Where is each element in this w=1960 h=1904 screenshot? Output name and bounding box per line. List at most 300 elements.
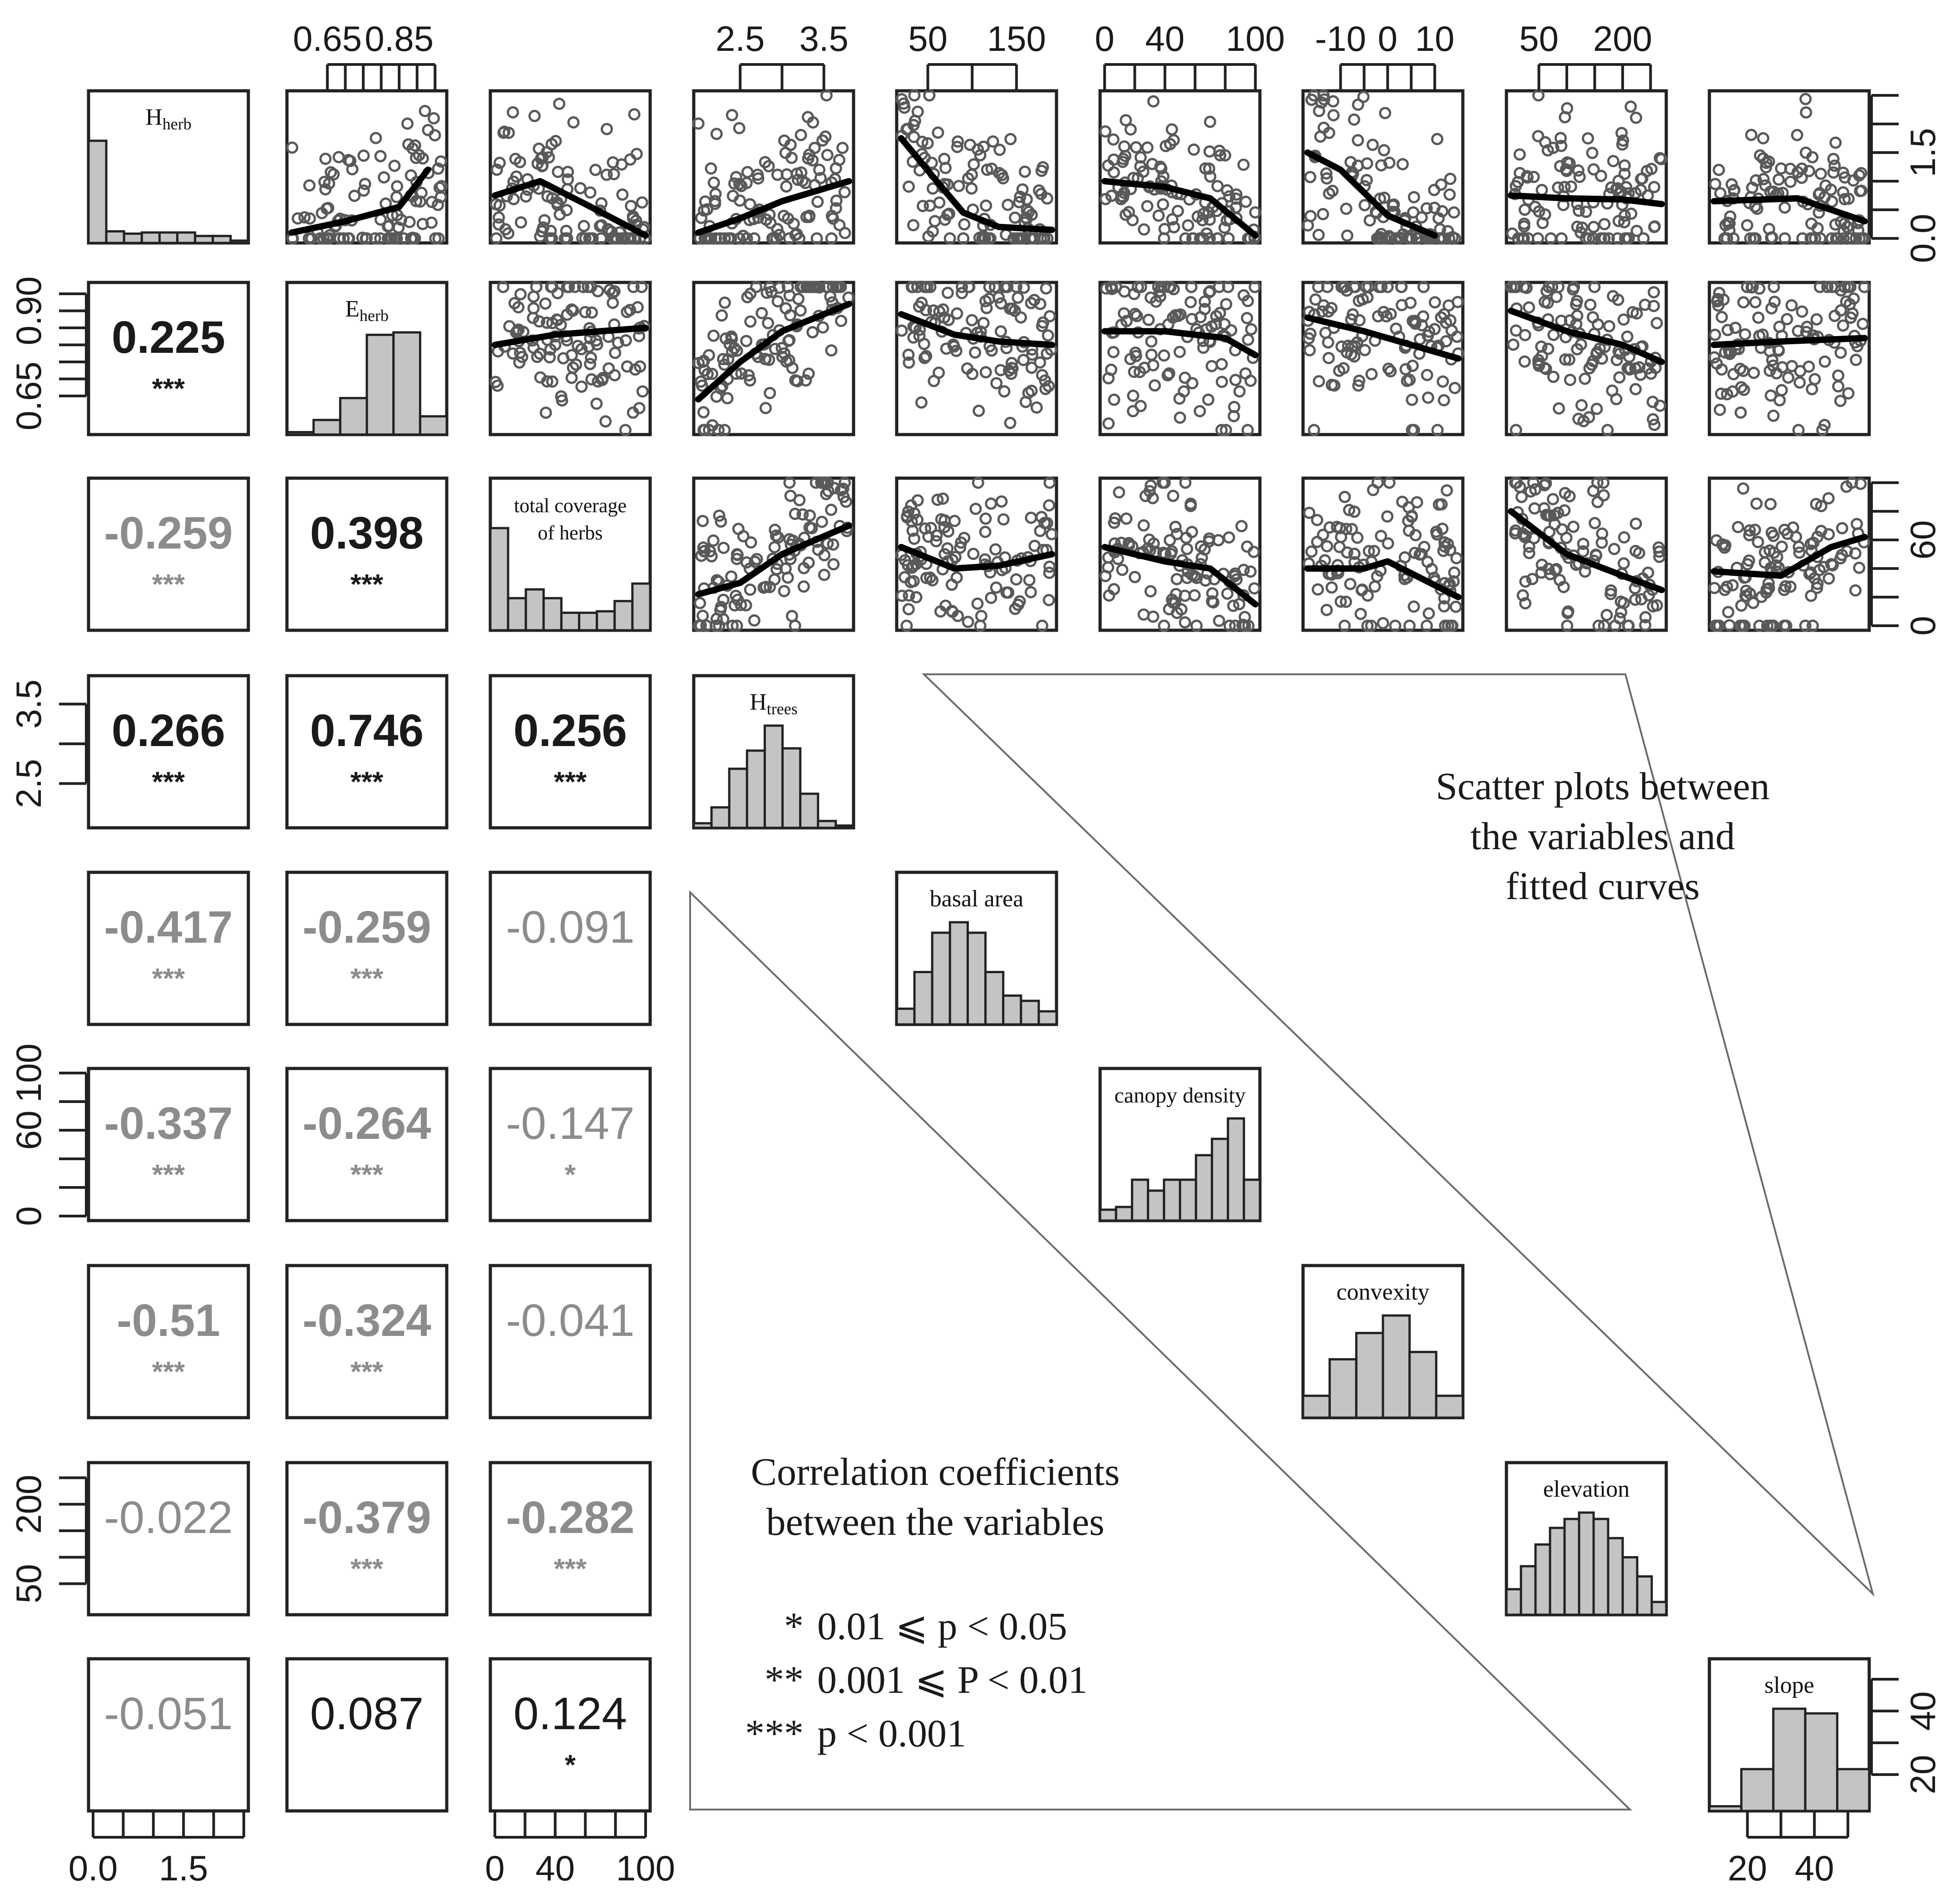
data-point <box>1246 324 1256 334</box>
histogram-bar <box>1608 1538 1623 1615</box>
data-point <box>1013 293 1023 303</box>
data-point <box>974 406 984 416</box>
histogram-bar <box>632 584 650 630</box>
data-point <box>1128 391 1138 401</box>
corr-panel-r7-c1 <box>287 1463 447 1615</box>
data-point <box>1801 94 1811 104</box>
data-point <box>1608 156 1618 166</box>
data-point <box>1753 537 1763 547</box>
significance-stars: *** <box>152 373 185 405</box>
data-point <box>1167 124 1177 134</box>
data-point <box>1237 521 1247 531</box>
data-point <box>423 125 433 135</box>
histogram-bar <box>1003 996 1021 1024</box>
data-point <box>981 514 991 524</box>
correlation-value: 0.266 <box>111 705 226 756</box>
data-point <box>1619 315 1629 325</box>
data-point <box>1241 197 1251 207</box>
data-point <box>326 167 336 177</box>
data-point <box>1187 378 1197 388</box>
significance-stars: *** <box>553 1553 587 1585</box>
tick-label: 40 <box>1145 19 1185 59</box>
histogram-bar <box>1164 1180 1180 1221</box>
data-point <box>1619 559 1629 569</box>
data-point <box>1445 189 1455 199</box>
data-point <box>1795 377 1805 387</box>
correlation-value: 0.225 <box>111 312 226 363</box>
data-point <box>1767 528 1777 538</box>
data-point <box>420 106 430 116</box>
data-point <box>1607 386 1617 396</box>
axis-top-elevation <box>1519 19 1652 91</box>
histogram-bar <box>1303 1396 1330 1418</box>
data-point <box>1030 541 1040 551</box>
data-point <box>1305 345 1315 355</box>
histogram-bar <box>1244 1180 1260 1221</box>
data-point <box>1249 584 1259 593</box>
upper-annotation-line: Scatter plots between <box>1436 764 1770 808</box>
histogram-bar <box>231 241 248 243</box>
histogram-bar <box>106 231 124 243</box>
correlation-value: -0.417 <box>104 902 233 953</box>
data-point <box>1312 515 1322 525</box>
data-point <box>1723 607 1733 617</box>
tick-label: 50 <box>1519 19 1559 59</box>
tick-label: 0 <box>1095 19 1115 59</box>
data-point <box>1576 400 1586 410</box>
data-point <box>402 119 412 129</box>
scatter-panel-r2-c3 <box>694 478 854 631</box>
data-point <box>1795 366 1805 376</box>
histogram-bar <box>508 598 526 630</box>
data-point <box>1020 167 1030 177</box>
data-point <box>1580 374 1590 384</box>
data-point <box>528 292 538 302</box>
data-point <box>1508 340 1518 350</box>
data-point <box>1249 547 1259 557</box>
data-point <box>1159 351 1169 361</box>
data-point <box>1774 174 1784 184</box>
scatter-panel-r1-c5 <box>1100 282 1260 435</box>
data-point <box>930 216 940 226</box>
data-point <box>1599 490 1609 500</box>
axis-bottom-h_herb <box>69 1811 244 1888</box>
data-point <box>1334 542 1344 552</box>
data-point <box>943 288 953 298</box>
data-point <box>1735 364 1745 374</box>
tick-label: 60 <box>1903 520 1943 560</box>
data-point <box>1777 542 1787 552</box>
data-point <box>781 182 791 192</box>
data-point <box>371 133 381 143</box>
data-point <box>1175 413 1185 423</box>
diag-panel-convexity <box>1303 1266 1463 1418</box>
histogram-bar <box>1521 1566 1535 1615</box>
histogram-bar <box>597 611 615 630</box>
data-point <box>981 201 991 211</box>
histogram-bar <box>1356 1333 1383 1418</box>
data-point <box>1368 140 1377 150</box>
significance-stars: *** <box>350 1356 384 1388</box>
data-point <box>1816 169 1826 179</box>
histogram-bar <box>1773 1709 1805 1811</box>
data-point <box>610 348 620 358</box>
scatter-panel-r2-c4 <box>896 478 1057 631</box>
data-point <box>1717 312 1727 322</box>
data-point <box>741 336 751 346</box>
histogram-bar <box>1535 1544 1550 1615</box>
scatter-panel-r0-c2 <box>490 91 650 243</box>
histogram-bar <box>968 933 985 1024</box>
data-point <box>1026 587 1036 597</box>
scatter-panel-r0-c1 <box>287 91 447 243</box>
data-point <box>1738 297 1748 307</box>
data-point <box>637 386 647 396</box>
data-point <box>1136 401 1145 411</box>
data-point <box>577 382 587 392</box>
histogram-bar <box>1148 1191 1164 1221</box>
correlation-value: 0.398 <box>310 508 424 559</box>
data-point <box>1018 355 1028 365</box>
data-point <box>1322 541 1332 551</box>
data-point <box>717 311 727 321</box>
data-point <box>711 391 721 401</box>
data-point <box>1245 567 1255 577</box>
data-point <box>1117 565 1127 575</box>
data-point <box>965 140 975 150</box>
data-point <box>1027 363 1037 373</box>
data-point <box>770 542 780 552</box>
correlation-value: -0.282 <box>506 1492 635 1543</box>
data-point <box>1592 404 1602 414</box>
data-point <box>1222 589 1232 598</box>
data-point <box>554 99 564 109</box>
histogram-bar <box>1623 1557 1637 1615</box>
data-point <box>1142 201 1152 211</box>
legend-stars: ** <box>765 1658 804 1701</box>
significance-stars: *** <box>350 1553 384 1585</box>
panel-frame <box>1303 91 1463 243</box>
histogram-bar <box>783 748 800 828</box>
data-point <box>1807 384 1817 394</box>
legend-description: 0.01 ⩽ p < 0.05 <box>817 1604 1067 1648</box>
data-point <box>745 585 755 595</box>
data-point <box>1797 307 1807 317</box>
histogram-bar <box>1709 1806 1741 1811</box>
data-point <box>1322 605 1332 615</box>
data-point <box>698 407 708 417</box>
data-point <box>629 109 639 119</box>
data-point <box>1554 403 1564 413</box>
data-point <box>1362 175 1372 185</box>
variable-label-line2: of herbs <box>538 522 603 544</box>
corr-panel-r1-c0 <box>89 282 248 435</box>
data-point <box>1145 586 1155 596</box>
data-point <box>967 183 977 193</box>
data-point <box>805 510 815 520</box>
data-point <box>1753 313 1763 323</box>
significance-stars: *** <box>350 1159 384 1191</box>
data-point <box>1750 297 1760 307</box>
variable-label-h_herb: Hherb <box>145 104 192 133</box>
legend-description: 0.001 ⩽ P < 0.01 <box>817 1658 1088 1701</box>
correlation-value: 0.124 <box>513 1688 627 1739</box>
data-point <box>796 130 806 140</box>
variable-label-total_cov: total coverage <box>514 495 627 517</box>
histogram-bar <box>615 601 632 630</box>
data-point <box>1146 336 1156 346</box>
data-point <box>722 393 732 403</box>
data-point <box>1131 142 1141 152</box>
data-point <box>359 151 369 161</box>
tick-label: 3.5 <box>9 679 49 729</box>
data-point <box>991 583 1001 593</box>
correlation-value: -0.264 <box>302 1098 431 1149</box>
data-point <box>1011 574 1021 584</box>
tick-label: 3.5 <box>799 19 849 59</box>
data-point <box>430 130 440 140</box>
data-point <box>1831 138 1841 148</box>
histogram-bar <box>1100 1210 1116 1221</box>
data-point <box>727 110 737 120</box>
scatter-panel-r1-c6 <box>1303 282 1463 435</box>
data-point <box>1314 376 1324 386</box>
data-point <box>1593 320 1603 330</box>
data-point <box>1379 145 1389 155</box>
data-point <box>1109 395 1119 405</box>
data-point <box>711 129 721 139</box>
data-point <box>822 150 832 160</box>
correlation-value: -0.379 <box>302 1492 431 1543</box>
data-point <box>1165 535 1175 545</box>
diag-panel-h_herb <box>89 91 248 243</box>
data-point <box>787 611 797 621</box>
data-point <box>626 201 636 211</box>
scatter-panel-r1-c2 <box>490 282 650 435</box>
variable-label-canopy_density: canopy density <box>1114 1083 1246 1108</box>
data-point <box>1148 612 1158 622</box>
tick-label: 100 <box>1225 19 1285 59</box>
data-point <box>1524 302 1534 312</box>
data-point <box>954 181 964 191</box>
upper-annotation-line: fitted curves <box>1506 864 1700 908</box>
histogram-bar <box>914 972 932 1024</box>
scatter-panel-r0-c6 <box>1303 90 1463 243</box>
data-point <box>1777 385 1787 395</box>
data-point <box>1315 132 1325 142</box>
data-point <box>709 178 719 188</box>
tick-label: 0.65 <box>293 19 362 59</box>
data-point <box>1041 283 1051 293</box>
data-point <box>1738 484 1748 494</box>
tick-label: 1.5 <box>158 1848 208 1888</box>
data-point <box>608 298 618 308</box>
data-point <box>334 152 344 162</box>
data-point <box>516 289 526 299</box>
data-point <box>1190 590 1200 600</box>
panel-frame <box>89 91 248 243</box>
data-point <box>1573 165 1583 175</box>
data-point <box>1139 520 1149 530</box>
tick-label: 200 <box>9 1474 49 1534</box>
data-point <box>1183 220 1193 230</box>
correlation-value: 0.746 <box>310 705 424 756</box>
data-point <box>836 316 846 326</box>
data-point <box>1005 418 1015 428</box>
data-point <box>749 615 759 625</box>
data-point <box>968 549 978 559</box>
data-point <box>601 416 611 426</box>
data-point <box>933 128 943 138</box>
tick-label: 0.0 <box>1903 213 1943 263</box>
data-point <box>1836 396 1846 406</box>
data-point <box>1758 134 1768 143</box>
data-point <box>1780 203 1790 213</box>
data-point <box>934 368 944 378</box>
corr-panel-r8-c1 <box>287 1659 447 1811</box>
data-point <box>1026 513 1036 523</box>
data-point <box>720 298 730 308</box>
data-point <box>529 111 539 121</box>
data-point <box>765 388 775 398</box>
legend-stars: * <box>784 1604 804 1648</box>
data-point <box>1323 353 1333 363</box>
data-point <box>1715 405 1725 415</box>
corr-panel-r6-c2 <box>490 1266 650 1418</box>
histogram-bar <box>213 236 231 243</box>
histogram-bar <box>124 234 142 243</box>
annotations <box>690 674 1873 1810</box>
significance-stars: * <box>564 1159 576 1191</box>
data-point <box>585 359 595 369</box>
data-point <box>1130 572 1140 582</box>
data-point <box>908 220 918 230</box>
data-point <box>592 399 602 409</box>
data-point <box>360 179 370 189</box>
tick-label: 0 <box>485 1848 505 1888</box>
data-point <box>1214 616 1224 626</box>
data-point <box>1587 148 1597 158</box>
corr-panel-r7-c0 <box>89 1463 248 1615</box>
histogram-bar <box>543 598 561 630</box>
data-point <box>1740 329 1750 339</box>
data-point <box>992 378 1002 388</box>
data-point <box>304 180 314 190</box>
data-point <box>1181 533 1191 543</box>
data-point <box>1838 188 1848 198</box>
data-point <box>1537 185 1547 195</box>
data-point <box>1766 391 1776 401</box>
diag-panel-canopy_density <box>1100 1068 1260 1221</box>
histogram-bar <box>1196 1155 1212 1221</box>
data-point <box>521 192 531 202</box>
data-point <box>1032 402 1042 412</box>
axis-right-slope <box>1871 1679 1943 1794</box>
data-point <box>1782 314 1792 324</box>
axis-left-e_herb <box>9 277 86 430</box>
scatter-panel-r2-c7 <box>1506 478 1666 631</box>
data-point <box>971 504 981 514</box>
histogram-bar <box>836 826 854 828</box>
data-point <box>1382 511 1392 521</box>
tick-label: -10 <box>1315 19 1366 59</box>
corr-panel-r3-c0 <box>89 676 248 828</box>
data-point <box>1024 575 1034 585</box>
panel-frame <box>1709 478 1869 630</box>
correlation-value: -0.324 <box>302 1295 431 1346</box>
corr-panel-r2-c0 <box>89 478 248 630</box>
data-point <box>1224 533 1234 543</box>
histogram-bar <box>1180 1180 1196 1221</box>
data-point <box>1010 213 1020 223</box>
correlation-value: -0.091 <box>506 902 635 953</box>
data-point <box>969 159 979 169</box>
data-point <box>818 322 828 332</box>
histogram-bar <box>1579 1513 1594 1615</box>
data-point <box>986 593 996 603</box>
data-point <box>698 516 708 526</box>
data-point <box>817 517 827 527</box>
data-point <box>1432 134 1442 144</box>
data-point <box>610 370 620 380</box>
data-point <box>1604 321 1614 331</box>
data-point <box>1824 574 1834 584</box>
significance-stars: *** <box>152 1356 185 1388</box>
histogram-bar <box>420 416 447 435</box>
data-point <box>1622 331 1632 341</box>
data-point <box>321 154 331 164</box>
data-point <box>1243 335 1253 345</box>
data-point <box>1520 356 1530 366</box>
variable-label-slope: slope <box>1764 1672 1814 1698</box>
data-point <box>1345 579 1355 589</box>
data-point <box>1652 318 1662 328</box>
data-point <box>799 582 809 592</box>
data-point <box>293 213 303 223</box>
data-point <box>708 535 718 545</box>
histogram-bar <box>1637 1577 1652 1615</box>
tick-label: 2.5 <box>716 19 765 59</box>
histogram-bar <box>1741 1769 1773 1811</box>
diag-panel-basal_area <box>897 872 1057 1024</box>
data-point <box>1614 372 1624 382</box>
data-point <box>637 198 647 208</box>
histogram-bar <box>579 613 597 630</box>
data-point <box>1837 523 1847 533</box>
panel-frame <box>287 91 447 243</box>
histogram-bar <box>526 589 543 630</box>
data-point <box>1561 533 1571 543</box>
data-point <box>1451 602 1461 612</box>
data-point <box>981 367 991 377</box>
data-point <box>1310 295 1320 305</box>
variable-label-convexity: convexity <box>1336 1279 1430 1305</box>
tick-label: 150 <box>987 19 1046 59</box>
data-point <box>903 604 913 614</box>
data-point <box>1228 601 1238 611</box>
diag-panel-h_trees <box>694 676 854 828</box>
data-point <box>1003 200 1013 210</box>
data-point <box>1234 386 1244 396</box>
data-point <box>575 183 585 193</box>
axis-top-h_trees <box>716 19 849 91</box>
data-point <box>1511 326 1521 336</box>
data-point <box>1150 381 1160 391</box>
histogram-bar <box>747 751 765 828</box>
data-point <box>1173 206 1183 216</box>
significance-stars: *** <box>152 963 185 994</box>
axis-top-convexity <box>1315 19 1454 91</box>
